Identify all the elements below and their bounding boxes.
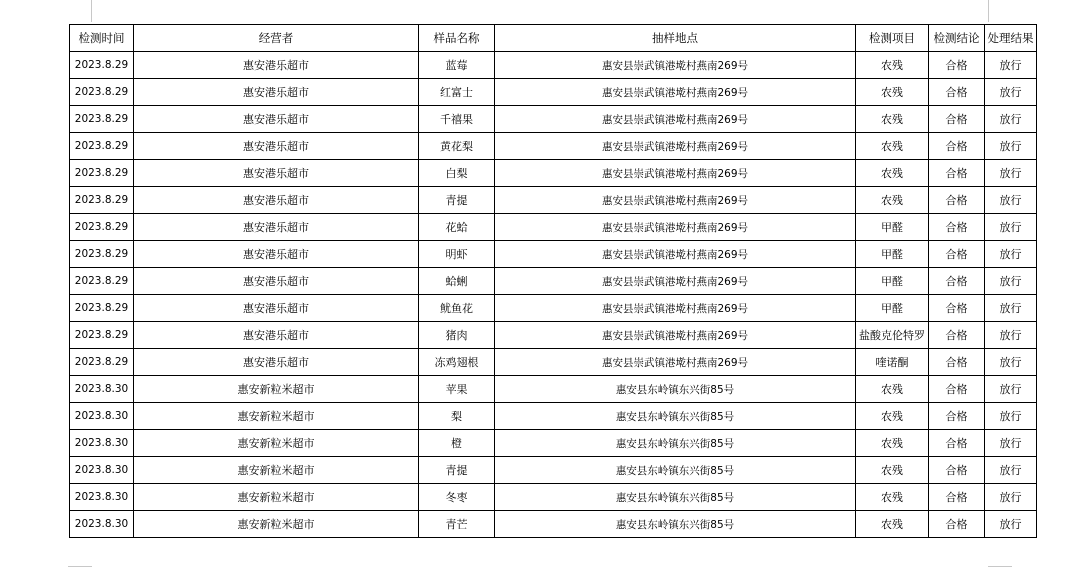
cell-sample: 黄花梨 (419, 133, 495, 160)
header-cell-sample: 样品名称 (419, 25, 495, 52)
cell-sample: 千禧果 (419, 106, 495, 133)
table-row (70, 79, 1037, 106)
cell-result: 放行 (985, 349, 1037, 376)
cell-result: 放行 (985, 295, 1037, 322)
cell-location: 惠安县东岭镇东兴街85号 (495, 511, 856, 538)
page-margin-mark-top-right (988, 0, 989, 22)
cell-operator: 惠安港乐超市 (134, 187, 419, 214)
cell-result: 放行 (985, 403, 1037, 430)
cell-conclusion: 合格 (929, 106, 985, 133)
cell-conclusion: 合格 (929, 511, 985, 538)
cell-location: 惠安县东岭镇东兴街85号 (495, 457, 856, 484)
cell-test-item: 甲醛 (856, 295, 929, 322)
cell-time: 2023.8.29 (70, 241, 134, 268)
table-row (70, 268, 1037, 295)
cell-test-item: 农残 (856, 484, 929, 511)
cell-result: 放行 (985, 214, 1037, 241)
cell-result: 放行 (985, 133, 1037, 160)
cell-time: 2023.8.30 (70, 430, 134, 457)
cell-conclusion: 合格 (929, 187, 985, 214)
table-row (70, 430, 1037, 457)
cell-time: 2023.8.30 (70, 511, 134, 538)
cell-sample: 青提 (419, 187, 495, 214)
cell-location: 惠安县东岭镇东兴街85号 (495, 376, 856, 403)
page-margin-mark-top-left (91, 0, 92, 22)
table-row (70, 484, 1037, 511)
header-cell-test-item: 检测项目 (856, 25, 929, 52)
cell-test-item: 农残 (856, 403, 929, 430)
cell-location: 惠安县崇武镇港墘村燕南269号 (495, 187, 856, 214)
cell-time: 2023.8.29 (70, 349, 134, 376)
table-row (70, 106, 1037, 133)
cell-sample: 冬枣 (419, 484, 495, 511)
table-row (70, 511, 1037, 538)
cell-time: 2023.8.29 (70, 52, 134, 79)
page-margin-mark-bottom-left (68, 566, 92, 567)
cell-sample: 冻鸡翅根 (419, 349, 495, 376)
cell-test-item: 农残 (856, 160, 929, 187)
cell-result: 放行 (985, 322, 1037, 349)
inspection-results-table (69, 24, 1037, 538)
cell-location: 惠安县崇武镇港墘村燕南269号 (495, 322, 856, 349)
cell-location: 惠安县崇武镇港墘村燕南269号 (495, 241, 856, 268)
table-body (70, 52, 1037, 538)
cell-result: 放行 (985, 457, 1037, 484)
cell-conclusion: 合格 (929, 376, 985, 403)
cell-result: 放行 (985, 79, 1037, 106)
table-row (70, 52, 1037, 79)
cell-sample: 白梨 (419, 160, 495, 187)
cell-test-item: 农残 (856, 79, 929, 106)
cell-conclusion: 合格 (929, 403, 985, 430)
cell-result: 放行 (985, 241, 1037, 268)
table-row (70, 241, 1037, 268)
cell-location: 惠安县崇武镇港墘村燕南269号 (495, 295, 856, 322)
cell-time: 2023.8.30 (70, 457, 134, 484)
cell-time: 2023.8.29 (70, 268, 134, 295)
table-row (70, 376, 1037, 403)
cell-operator: 惠安港乐超市 (134, 133, 419, 160)
table-row (70, 457, 1037, 484)
table-row (70, 187, 1037, 214)
cell-sample: 蛤蜊 (419, 268, 495, 295)
cell-result: 放行 (985, 52, 1037, 79)
cell-conclusion: 合格 (929, 160, 985, 187)
cell-test-item: 农残 (856, 457, 929, 484)
cell-operator: 惠安新粒米超市 (134, 430, 419, 457)
cell-location: 惠安县崇武镇港墘村燕南269号 (495, 268, 856, 295)
cell-location: 惠安县崇武镇港墘村燕南269号 (495, 214, 856, 241)
page-margin-mark-bottom-right (988, 566, 1012, 567)
cell-sample: 橙 (419, 430, 495, 457)
cell-conclusion: 合格 (929, 457, 985, 484)
cell-operator: 惠安港乐超市 (134, 241, 419, 268)
cell-time: 2023.8.29 (70, 295, 134, 322)
cell-test-item: 甲醛 (856, 241, 929, 268)
cell-time: 2023.8.29 (70, 160, 134, 187)
cell-test-item: 农残 (856, 133, 929, 160)
cell-test-item: 农残 (856, 376, 929, 403)
cell-test-item: 盐酸克伦特罗 (856, 322, 929, 349)
cell-operator: 惠安新粒米超市 (134, 484, 419, 511)
cell-location: 惠安县东岭镇东兴街85号 (495, 484, 856, 511)
cell-result: 放行 (985, 484, 1037, 511)
cell-sample: 猪肉 (419, 322, 495, 349)
cell-operator: 惠安新粒米超市 (134, 403, 419, 430)
cell-operator: 惠安港乐超市 (134, 268, 419, 295)
cell-sample: 梨 (419, 403, 495, 430)
cell-time: 2023.8.29 (70, 322, 134, 349)
header-cell-conclusion: 检测结论 (929, 25, 985, 52)
cell-conclusion: 合格 (929, 241, 985, 268)
table-header-row (70, 25, 1037, 52)
cell-sample: 苹果 (419, 376, 495, 403)
cell-test-item: 甲醛 (856, 214, 929, 241)
table-row (70, 349, 1037, 376)
cell-operator: 惠安港乐超市 (134, 349, 419, 376)
cell-operator: 惠安新粒米超市 (134, 457, 419, 484)
cell-operator: 惠安港乐超市 (134, 160, 419, 187)
cell-operator: 惠安港乐超市 (134, 106, 419, 133)
cell-time: 2023.8.29 (70, 187, 134, 214)
cell-location: 惠安县崇武镇港墘村燕南269号 (495, 106, 856, 133)
table-row (70, 133, 1037, 160)
cell-test-item: 农残 (856, 106, 929, 133)
cell-sample: 花蛤 (419, 214, 495, 241)
header-cell-time: 检测时间 (70, 25, 134, 52)
cell-operator: 惠安港乐超市 (134, 79, 419, 106)
cell-conclusion: 合格 (929, 79, 985, 106)
cell-test-item: 农残 (856, 430, 929, 457)
cell-result: 放行 (985, 430, 1037, 457)
cell-conclusion: 合格 (929, 295, 985, 322)
cell-test-item: 农残 (856, 187, 929, 214)
table-row (70, 295, 1037, 322)
header-cell-result: 处理结果 (985, 25, 1037, 52)
cell-sample: 青提 (419, 457, 495, 484)
cell-operator: 惠安港乐超市 (134, 52, 419, 79)
cell-operator: 惠安港乐超市 (134, 322, 419, 349)
cell-operator: 惠安新粒米超市 (134, 511, 419, 538)
cell-result: 放行 (985, 187, 1037, 214)
cell-sample: 鱿鱼花 (419, 295, 495, 322)
table-row (70, 214, 1037, 241)
cell-sample: 蓝莓 (419, 52, 495, 79)
cell-test-item: 喹诺酮 (856, 349, 929, 376)
cell-location: 惠安县崇武镇港墘村燕南269号 (495, 349, 856, 376)
cell-conclusion: 合格 (929, 133, 985, 160)
table-row (70, 322, 1037, 349)
cell-location: 惠安县东岭镇东兴街85号 (495, 430, 856, 457)
cell-time: 2023.8.29 (70, 79, 134, 106)
cell-sample: 明虾 (419, 241, 495, 268)
cell-location: 惠安县崇武镇港墘村燕南269号 (495, 160, 856, 187)
cell-operator: 惠安新粒米超市 (134, 376, 419, 403)
cell-result: 放行 (985, 268, 1037, 295)
cell-conclusion: 合格 (929, 268, 985, 295)
cell-sample: 青芒 (419, 511, 495, 538)
cell-location: 惠安县东岭镇东兴街85号 (495, 403, 856, 430)
header-cell-operator: 经营者 (134, 25, 419, 52)
table-row (70, 403, 1037, 430)
table-row (70, 160, 1037, 187)
cell-conclusion: 合格 (929, 430, 985, 457)
cell-conclusion: 合格 (929, 214, 985, 241)
cell-conclusion: 合格 (929, 349, 985, 376)
cell-test-item: 农残 (856, 52, 929, 79)
cell-time: 2023.8.30 (70, 403, 134, 430)
header-cell-location: 抽样地点 (495, 25, 856, 52)
cell-time: 2023.8.29 (70, 133, 134, 160)
cell-time: 2023.8.29 (70, 106, 134, 133)
cell-test-item: 甲醛 (856, 268, 929, 295)
cell-result: 放行 (985, 106, 1037, 133)
cell-time: 2023.8.30 (70, 376, 134, 403)
cell-sample: 红富士 (419, 79, 495, 106)
cell-operator: 惠安港乐超市 (134, 214, 419, 241)
cell-conclusion: 合格 (929, 52, 985, 79)
cell-location: 惠安县崇武镇港墘村燕南269号 (495, 79, 856, 106)
cell-test-item: 农残 (856, 511, 929, 538)
cell-time: 2023.8.30 (70, 484, 134, 511)
cell-conclusion: 合格 (929, 322, 985, 349)
cell-time: 2023.8.29 (70, 214, 134, 241)
cell-result: 放行 (985, 511, 1037, 538)
cell-result: 放行 (985, 376, 1037, 403)
cell-conclusion: 合格 (929, 484, 985, 511)
cell-operator: 惠安港乐超市 (134, 295, 419, 322)
cell-result: 放行 (985, 160, 1037, 187)
cell-location: 惠安县崇武镇港墘村燕南269号 (495, 52, 856, 79)
cell-location: 惠安县崇武镇港墘村燕南269号 (495, 133, 856, 160)
